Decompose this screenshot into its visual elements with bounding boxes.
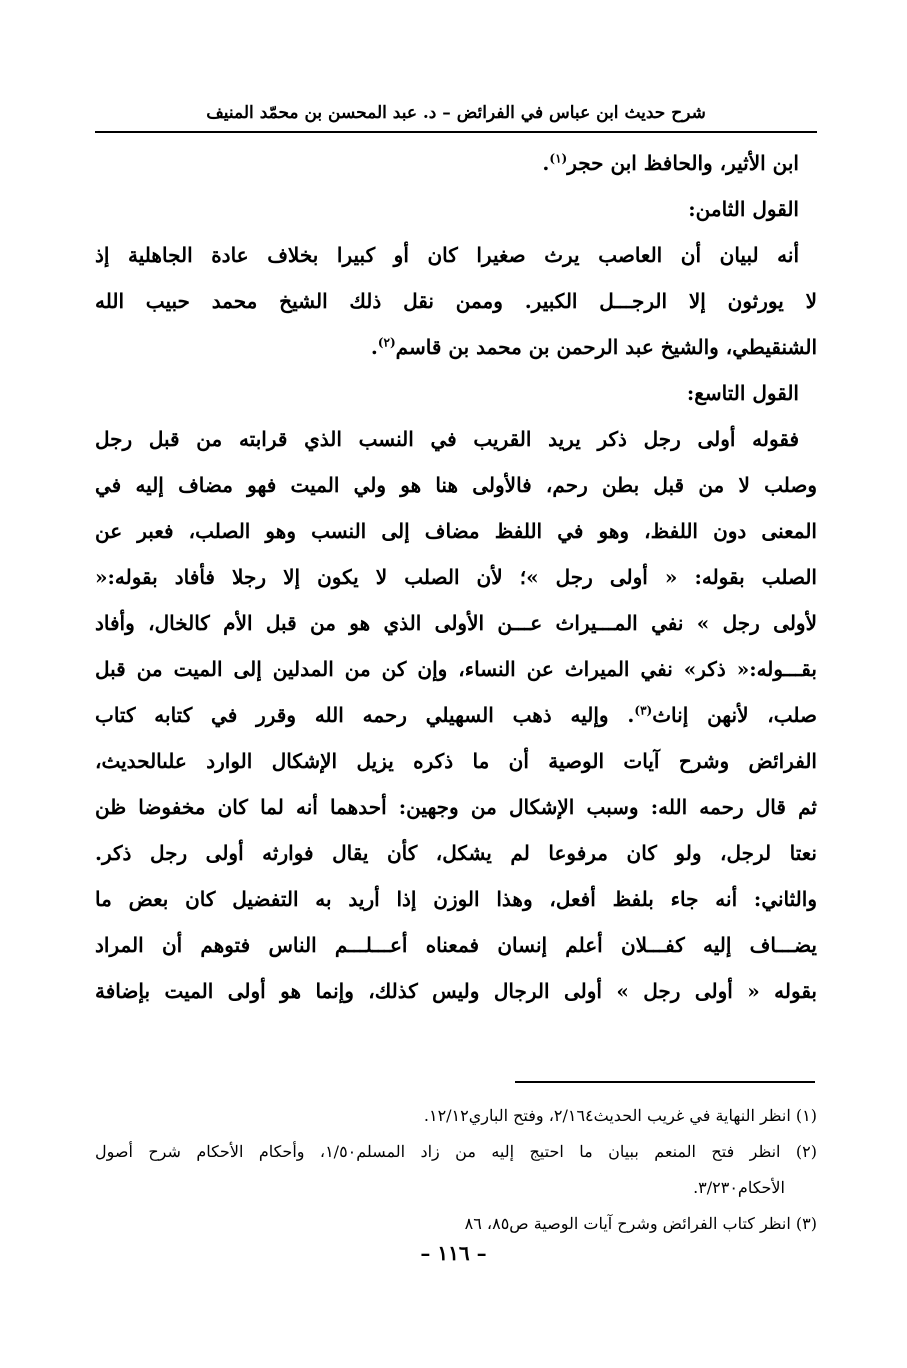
text-line-8: وصلب لا من قبل بطن رحم، فالأولى هنا هو ولي الميت فهو مضاف إليه في (95, 473, 817, 497)
line-end-period: . (370, 335, 378, 359)
text-line-9: المعنى دون اللفظ، وهو في اللفظ مضاف إلى النسب وهو الصلب، فعبر عن (95, 519, 817, 543)
text-line-15: ثم قال رحمه الله: وسبب الإشكال من وجهين: أحدهما أنه لما كان مخفوضا ظن (95, 795, 817, 819)
text-line-4: لا يورثون إلا الرجـــل الكبير. وممن نقل ذلك الشيخ محمد حبيب الله (95, 289, 818, 313)
running-header: شرح حديث ابن عباس في الفرائض – د. عبد المحسن بن محمّد المنيف (206, 103, 706, 123)
text-line-5 (95, 324, 817, 370)
footnote-3: (٣) انظر كتاب الفرائض وشرح آيات الوصية ص٨٥، ٨٦ (464, 1214, 817, 1233)
heading-ninth-opinion: القول التاسع: (686, 381, 799, 405)
text-line-17: والثاني: أنه جاء بلفظ أفعل، وهذا الوزن إذا أريد به التفضيل كان بعض ما (95, 887, 817, 911)
footnote-marker-1: (١) (549, 151, 568, 166)
text-line-10: الصلب بقوله: « أولى رجل »؛ لأن الصلب لا يكون إلا رجلا فأفاد بقوله:« (95, 565, 817, 589)
footnotes (95, 1098, 817, 1242)
text-line-13-text-a: صلب، لأنهن إناث (652, 703, 817, 727)
text-line-18: يضـــاف إليه كفـــلان أعلم إنسان فمعناه أعـــلـــم الناس فتوهم أن المراد (95, 933, 817, 957)
text-line-5-text: الشنقيطي، والشيخ عبد الرحمن بن محمد بن قاسم (395, 335, 817, 359)
text-line-14: الفرائض وشرح آيات الوصية أن ما ذكره يزيل الإشكال الوارد علىالحديث، (95, 749, 817, 773)
line-end-period: . (627, 703, 635, 727)
footnote-1: (١) انظر النهاية في غريب الحديث٢/١٦٤، وفتح الباري١٢/١٢. (423, 1106, 817, 1125)
text-line-13 (95, 692, 817, 738)
text-line-16: نعتا لرجل، ولو كان مرفوعا لم يشكل، كأن يقال فوارثه أولى رجل ذكر. (95, 841, 817, 865)
footnote-marker-2: (٢) (377, 335, 396, 350)
footnote-rule (515, 1081, 815, 1083)
text-line-7: فقوله أولى رجل ذكر يريد القريب في النسب الذي قرابته من قبل رجل (95, 427, 799, 451)
footnote-marker-3: (٣) (634, 703, 653, 718)
body-text (95, 140, 817, 1014)
page-number: – ١١٦ – (420, 1241, 487, 1265)
footnote-2: (٢) انظر فتح المنعم ببيان ما احتيج إليه من زاد المسلم١/٥٠، وأحكام الأحكام شرح أصول (95, 1142, 817, 1161)
line-end-period: . (542, 151, 550, 175)
heading-eighth-opinion: القول الثامن: (688, 197, 799, 221)
text-line-19: بقوله « أولى رجل » أولى الرجال وليس كذلك، وإنما هو أولى الميت بإضافة (95, 979, 817, 1003)
text-line-1 (95, 140, 817, 186)
text-line-3: أنه لبيان أن العاصب يرث صغيرا كان أو كبيرا بخلاف عادة الجاهلية إذ (95, 243, 799, 267)
text-line-11: لأولى رجل » نفي المـــيراث عـــن الأولى الذي هو من قبل الأم كالخال، وأفاد (95, 611, 817, 635)
text-line-12: بقـــوله:« ذكر» نفي الميراث عن النساء، وإن كن من المدلين إلى الميت من قبل (95, 657, 817, 681)
header-rule (95, 131, 817, 133)
footnote-2-continuation: الأحكام٣/٢٣٠. (693, 1178, 785, 1197)
text-line-1-text: ابن الأثير، والحافظ ابن حجر (567, 151, 799, 175)
text-line-13-text-b: وإليه ذهب السهيلي رحمه الله وقرر في كتابه كتاب (95, 703, 609, 727)
